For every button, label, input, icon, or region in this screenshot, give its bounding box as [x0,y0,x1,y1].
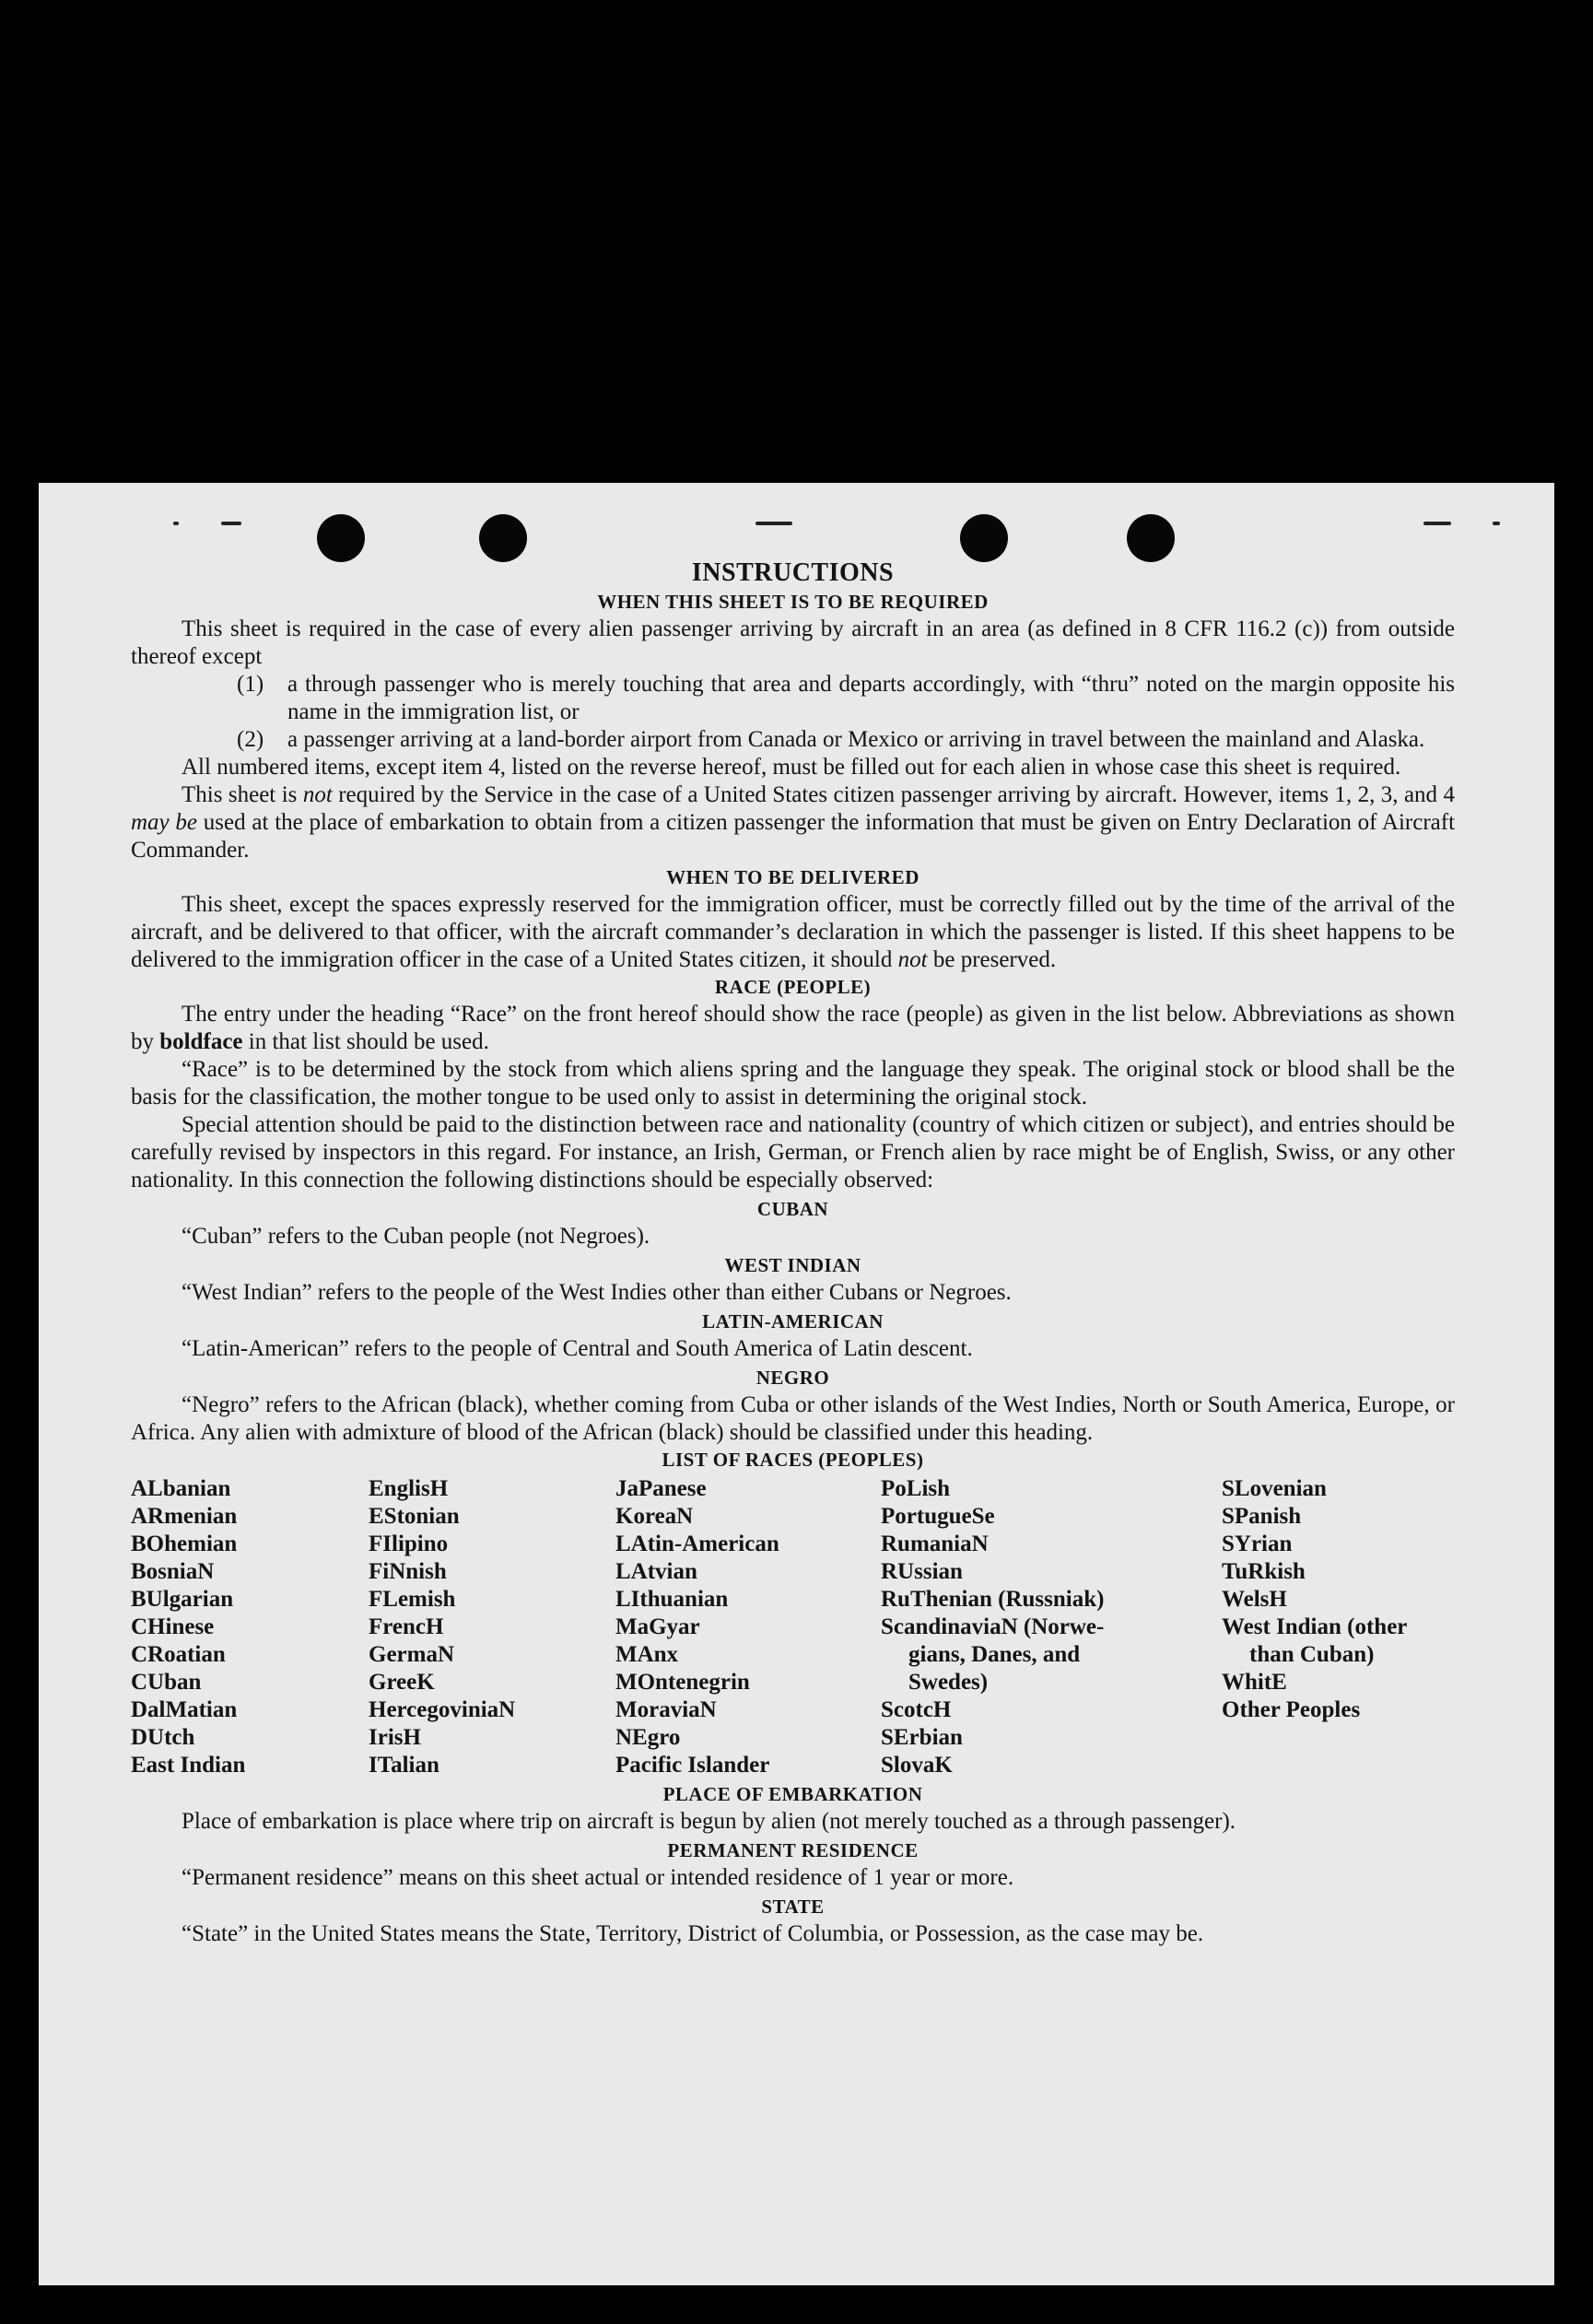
text-run: This sheet, except the spaces expressly reserved for the immigration officer, must be correctly filled out by the time of the arrival of the aircraft, and be delivered to that officer, with the aircraft commander’s declaration in which the passenger is listed. If this sheet happens to be delivered to the immigration officer in the case of a United States citizen, it should [131,892,1455,972]
paragraph [131,781,1455,864]
punch-hole [1127,514,1175,562]
race-entry: LIthuanian [615,1587,729,1612]
race-entry: Pacific Islander [615,1753,770,1778]
race-entry: Swedes) [908,1670,989,1695]
text-run: required by the Service in the case of a United States citizen passenger arriving by aircraft. However, items 1, 2, 3, and 4 [332,782,1455,807]
paragraph: “Permanent residence” means on this sheet actual or intended residence of 1 year or more. [182,1865,1014,1890]
race-entry: SlovaK [881,1753,953,1778]
race-column [1222,1475,1455,1779]
numbered-item [237,671,1455,726]
race-entry: PoLish [881,1476,951,1501]
section-heading: LIST OF RACES (PEOPLES) [662,1449,924,1471]
paragraph: “State” in the United States means the State, Territory, District of Columbia, or Possession, as the case may be. [182,1921,1204,1946]
paragraph: “Race” is to be determined by the stock from which aliens spring and the language they speak. The original stock or blood shall be the basis for the classification, the mother tongue to be used only to assist in determining the original stock. [131,1057,1455,1109]
race-entry: PortugueSe [881,1504,995,1529]
race-entry: MOntenegrin [615,1670,750,1695]
race-column [131,1475,369,1779]
race-entry: BOhemian [131,1532,238,1556]
paragraph: “West Indian” refers to the people of the West Indies other than either Cubans or Negroes. [182,1280,1012,1305]
race-entry: RUssian [881,1559,963,1584]
section-heading: WEST INDIAN [724,1254,861,1276]
section-heading: WHEN THIS SHEET IS TO BE REQUIRED [597,591,989,613]
race-entry: ALbanian [131,1476,231,1501]
italic-text: may be [131,810,198,835]
race-list [131,1475,1455,1779]
race-column [369,1475,615,1779]
race-entry: FIlipino [369,1532,449,1556]
scan-speck [173,522,179,525]
race-entry: SYrian [1222,1532,1293,1556]
section-heading: STATE [761,1896,825,1918]
race-entry: BUlgarian [131,1587,234,1612]
item-number: (1) [237,672,264,697]
item-number: (2) [237,727,264,752]
text-run: used at the place of embarkation to obtain from a citizen passenger the information that must be given on Entry Declaration of Aircraft Commander. [131,810,1456,863]
race-entry: WelsH [1222,1587,1287,1612]
scan-speck [1423,522,1451,525]
punch-hole [479,514,527,562]
race-entry: ITalian [369,1753,439,1778]
race-entry: GreeK [369,1670,435,1695]
race-entry: FLemish [369,1587,456,1612]
race-entry: SPanish [1222,1504,1302,1529]
race-entry: GermaN [369,1642,455,1667]
race-column [615,1475,881,1779]
race-entry: TuRkish [1222,1559,1306,1584]
race-entry: ScandinaviaN (Norwe- [881,1614,1105,1639]
scan-speck [1493,522,1500,525]
section-heading: PERMANENT RESIDENCE [667,1839,919,1861]
scan-speck [756,522,792,525]
section-heading: NEGRO [756,1367,830,1389]
paragraph: All numbered items, except item 4, listed on the reverse hereof, must be filled out for each alien in whose case this sheet is required. [182,755,1401,780]
race-entry: HercegoviniaN [369,1697,516,1722]
text-run: This sheet is [182,782,303,807]
race-entry: FiNnish [369,1559,447,1584]
race-entry: KoreaN [615,1504,694,1529]
paragraph: “Cuban” refers to the Cuban people (not Negroes). [182,1224,650,1249]
race-entry: West Indian (other [1222,1614,1408,1639]
race-entry: RuThenian (Russniak) [881,1587,1105,1612]
text-run: be preserved. [927,947,1057,972]
bold-text: boldface [159,1029,243,1054]
race-entry: BosniaN [131,1559,215,1584]
numbered-item [237,726,1455,754]
item-text: a through passenger who is merely touching that area and departs accordingly, with “thru” noted on the margin opposite his name in the immigration list, or [287,672,1455,724]
race-entry: CHinese [131,1614,215,1639]
punch-hole [317,514,365,562]
italic-text: not [897,947,928,972]
race-entry: DalMatian [131,1697,238,1722]
race-entry: Other Peoples [1222,1697,1361,1722]
race-entry: SErbian [881,1725,963,1750]
text-run: in that list should be used. [242,1029,489,1054]
race-entry: LAtvian [615,1559,697,1584]
race-entry: MAnx [615,1642,679,1667]
race-entry: SLovenian [1222,1476,1327,1501]
race-entry: CRoatian [131,1642,226,1667]
section-heading: RACE (PEOPLE) [714,976,872,998]
instructions-content [131,558,1455,1948]
section-heading: CUBAN [756,1198,829,1220]
text-run: The entry under the heading “Race” on the front hereof should show the race (people) as given in the list below. Abbreviations as shown by [131,1002,1455,1054]
race-column [881,1475,1222,1779]
race-entry: LAtin-American [615,1532,779,1556]
race-entry: NEgro [615,1725,681,1750]
section-heading: WHEN TO BE DELIVERED [666,866,919,888]
race-entry: gians, Danes, and [908,1642,1081,1667]
italic-text: not [302,782,333,807]
paragraph: “Negro” refers to the African (black), whether coming from Cuba or other islands of the West Indies, North or South America, Europe, or Africa. Any alien with admixture of blood of the African (black) should be classified under this heading. [131,1392,1455,1445]
race-entry: WhitE [1222,1670,1287,1695]
race-entry: JaPanese [615,1476,707,1501]
paragraph: “Latin-American” refers to the people of Central and South America of Latin descent. [182,1336,973,1361]
punch-hole [960,514,1008,562]
paragraph [131,1001,1455,1056]
race-entry: IrisH [369,1725,421,1750]
scan-speck [221,522,241,525]
section-heading: LATIN-AMERICAN [702,1310,884,1332]
item-text: a passenger arriving at a land-border airport from Canada or Mexico or arriving in travel between the mainland and Alaska. [287,727,1425,752]
race-entry: DUtch [131,1725,195,1750]
race-entry: RumaniaN [881,1532,989,1556]
race-entry: MaGyar [615,1614,700,1639]
race-entry: EStonian [369,1504,460,1529]
paragraph: Place of embarkation is place where trip on aircraft is begun by alien (not merely touched as a through passenger). [182,1809,1236,1834]
race-entry: than Cuban) [1249,1642,1375,1667]
paragraph: This sheet is required in the case of every alien passenger arriving by aircraft in an area (as defined in 8 CFR 116.2 (c)) from outside thereof except [131,616,1455,669]
race-entry: East Indian [131,1753,246,1778]
paragraph: Special attention should be paid to the distinction between race and nationality (country of which citizen or subject), and entries should be carefully revised by inspectors in this regard. For instance, an Irish, German, or French alien by race might be of English, Swiss, or any other nationality. In this connection the following distinctions should be especially observed: [131,1112,1455,1192]
section-heading: PLACE OF EMBARKATION [662,1783,923,1805]
race-entry: CUban [131,1670,202,1695]
race-entry: EnglisH [369,1476,449,1501]
race-entry: ScotcH [881,1697,952,1722]
page-title: INSTRUCTIONS [691,558,895,587]
race-entry: MoraviaN [615,1697,717,1722]
paragraph [131,891,1455,974]
race-entry: ARmenian [131,1504,238,1529]
race-entry: FrencH [369,1614,444,1639]
